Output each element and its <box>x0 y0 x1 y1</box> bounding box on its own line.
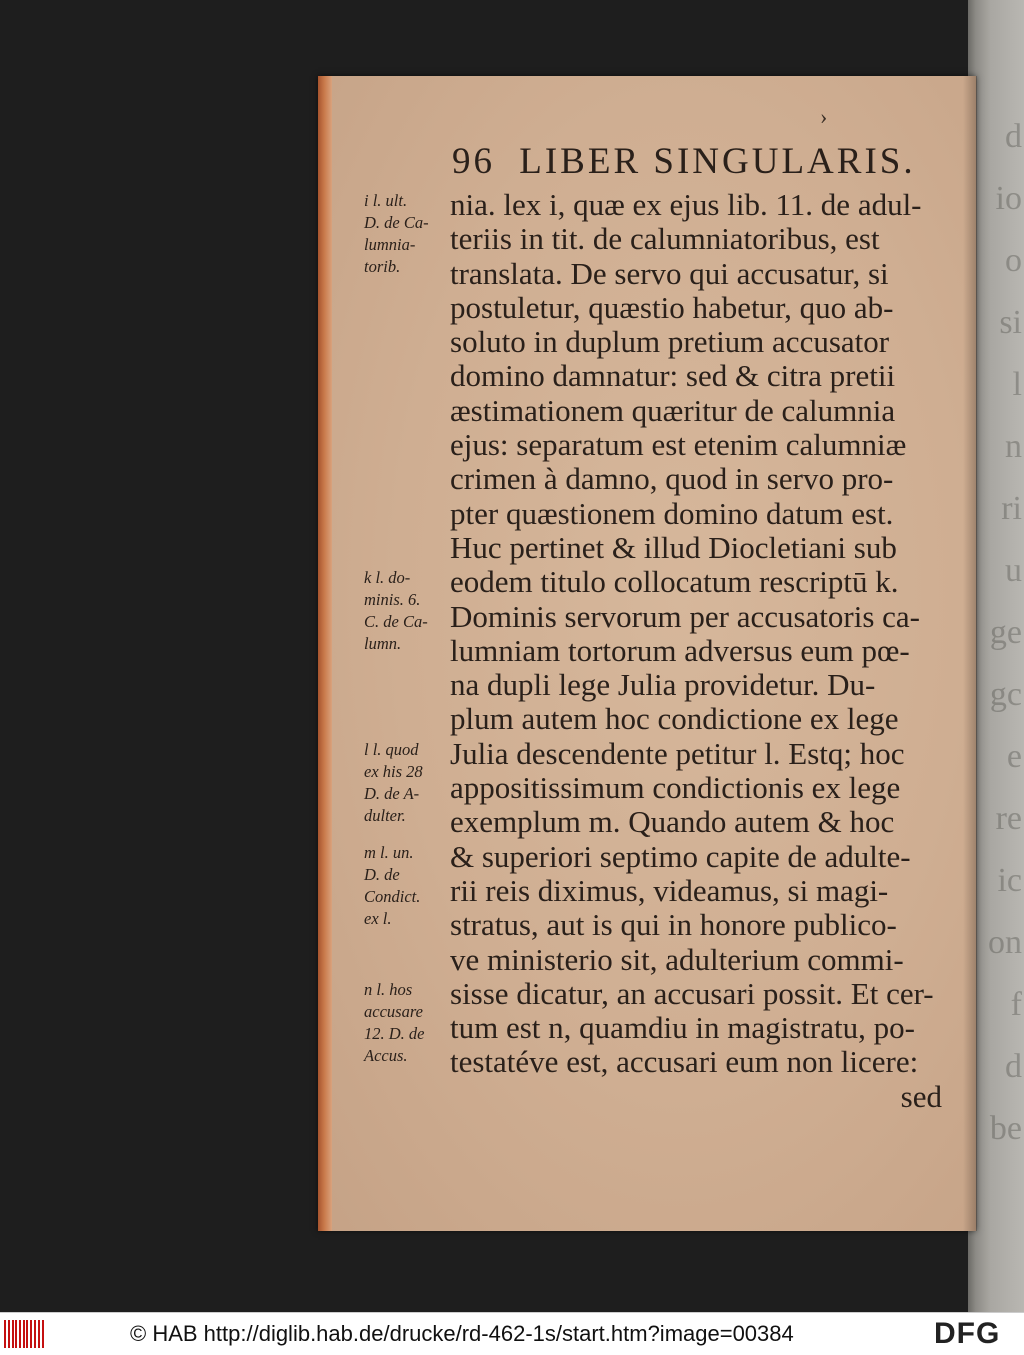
text-line: tum est n, quamdiu in magistratu, po- <box>450 1011 915 1046</box>
marginal-note-line: minis. 6. <box>364 590 421 610</box>
text-line: eodem titulo collocatum rescriptū k. <box>450 565 899 600</box>
running-head <box>452 140 922 180</box>
text-line: postuletur, quæstio habetur, quo ab- <box>450 290 894 325</box>
copyright-link[interactable]: © HAB http://diglib.hab.de/drucke/rd-462-1s/start.htm?image=00384 <box>130 1321 794 1346</box>
marginal-note <box>364 567 428 655</box>
logo-bar <box>19 1320 21 1348</box>
text-line: stratus, aut is qui in honore publico- <box>450 908 897 943</box>
text-line: domino damnatur: sed & citra pretii <box>450 359 896 394</box>
marginal-note-line: ex l. <box>364 908 392 928</box>
next-page-fragment: si <box>999 304 1022 341</box>
page-edge-binding <box>318 76 332 1231</box>
text-line: translata. De servo qui accusatur, si <box>450 256 889 291</box>
marginal-note-line: Accus. <box>364 1045 408 1065</box>
next-page-fragment: io <box>995 180 1022 217</box>
logo-bar <box>23 1320 25 1348</box>
text-line: exemplum m. Quando autem & hoc <box>450 805 895 840</box>
text-line: testatéve est, accusari eum non licere: <box>450 1045 919 1080</box>
running-title: LIBER SINGULARIS. <box>519 141 916 182</box>
text-line: na dupli lege Julia providetur. Du- <box>450 668 876 703</box>
hab-logo-icon <box>4 1320 48 1348</box>
marginal-note-line: n l. hos <box>364 979 413 999</box>
next-page-fragment: f <box>1010 986 1022 1023</box>
logo-bar <box>42 1320 44 1348</box>
marginal-note-line: k l. do- <box>364 568 411 588</box>
next-page-fragment: d <box>1005 1048 1022 1085</box>
logo-bar <box>34 1320 36 1348</box>
text-line: rii reis diximus, videamus, si magi- <box>450 873 889 908</box>
marginal-note-line: m l. un. <box>364 842 414 862</box>
marginal-note-line: ex his 28 <box>364 761 423 781</box>
marginal-note <box>364 979 425 1067</box>
next-page-fragment: on <box>988 924 1022 961</box>
next-page-fragment: l <box>1012 366 1022 403</box>
text-line: & superiori septimo capite de adulte- <box>450 839 911 874</box>
next-page-fragment: ri <box>1001 490 1022 527</box>
text-line: lumniam tortorum adversus eum pœ- <box>450 633 910 668</box>
page-gutter-shadow <box>963 76 977 1231</box>
text-line: ve ministerio sit, adulterium commi- <box>450 942 904 977</box>
logo-bar <box>8 1320 10 1348</box>
text-line: pter quæstionem domino datum est. <box>450 496 894 531</box>
marginal-note-line: lumnia- <box>364 235 416 254</box>
marginal-note-line: Condict. <box>364 886 421 906</box>
text-line: Julia descendente petitur l. Estq; hoc <box>450 736 905 771</box>
dfg-logo: DFG <box>934 1317 1001 1350</box>
next-page-fragment: o <box>1005 242 1022 279</box>
viewer-footer <box>0 1312 1024 1355</box>
text-line: Huc pertinet & illud Diocletiani sub <box>450 530 897 565</box>
logo-bar <box>30 1320 32 1348</box>
logo-bar <box>26 1320 28 1348</box>
logo-bar <box>15 1320 17 1348</box>
folio-mark: › <box>820 104 828 129</box>
text-line: crimen à damno, quod in servo pro- <box>450 462 894 497</box>
marginal-note-line: l l. quod <box>364 739 419 759</box>
marginal-note <box>364 190 429 278</box>
page-number: 96 <box>452 141 495 182</box>
next-page-fragment: re <box>995 800 1022 837</box>
marginal-note-line: 12. D. de <box>364 1023 425 1043</box>
logo-bar <box>38 1320 40 1348</box>
next-page-fragment: ic <box>997 862 1022 899</box>
text-line: sisse dicatur, an accusari possit. Et cer- <box>450 976 934 1011</box>
logo-bar <box>4 1320 6 1348</box>
marginal-note-line: dulter. <box>364 805 406 825</box>
marginal-note-line: D. de <box>364 864 400 884</box>
marginal-note-line: torib. <box>364 257 401 276</box>
marginal-note-line: D. de Ca- <box>364 213 429 232</box>
text-line: ejus: separatum est etenim calumniæ <box>450 428 907 463</box>
body-text <box>450 188 950 1114</box>
text-line: æstimationem quæritur de calumnia <box>450 393 896 428</box>
marginal-note-line: D. de A- <box>364 783 420 803</box>
next-page-fragment: u <box>1005 552 1022 589</box>
next-page-fragment: gc <box>989 676 1022 713</box>
next-page-fragment: n <box>1005 428 1022 465</box>
logo-bar <box>12 1320 14 1348</box>
marginal-note-line: lumn. <box>364 634 402 654</box>
text-line: teriis in tit. de calumniatoribus, est <box>450 222 880 257</box>
next-page-fragment: e <box>1006 738 1022 775</box>
marginal-note <box>364 739 423 827</box>
marginal-note-line: accusare <box>364 1001 423 1021</box>
marginal-note-line: C. de Ca- <box>364 612 428 632</box>
marginal-note-line: i l. ult. <box>364 191 408 210</box>
text-line: soluto in duplum pretium accusator <box>450 325 890 360</box>
text-line: sed <box>900 1079 942 1114</box>
next-page-fragment: ge <box>989 614 1022 651</box>
text-line: plum autem hoc condictione ex lege <box>450 702 899 737</box>
next-page-fragment: d <box>1005 118 1022 155</box>
next-page-fragment: be <box>989 1110 1022 1147</box>
marginal-note <box>364 842 420 930</box>
text-line: Dominis servorum per accusatoris ca- <box>450 599 921 634</box>
text-line: appositissimum condictionis ex lege <box>450 771 901 806</box>
text-line: nia. lex i, quæ ex ejus lib. 11. de adul- <box>450 188 922 222</box>
